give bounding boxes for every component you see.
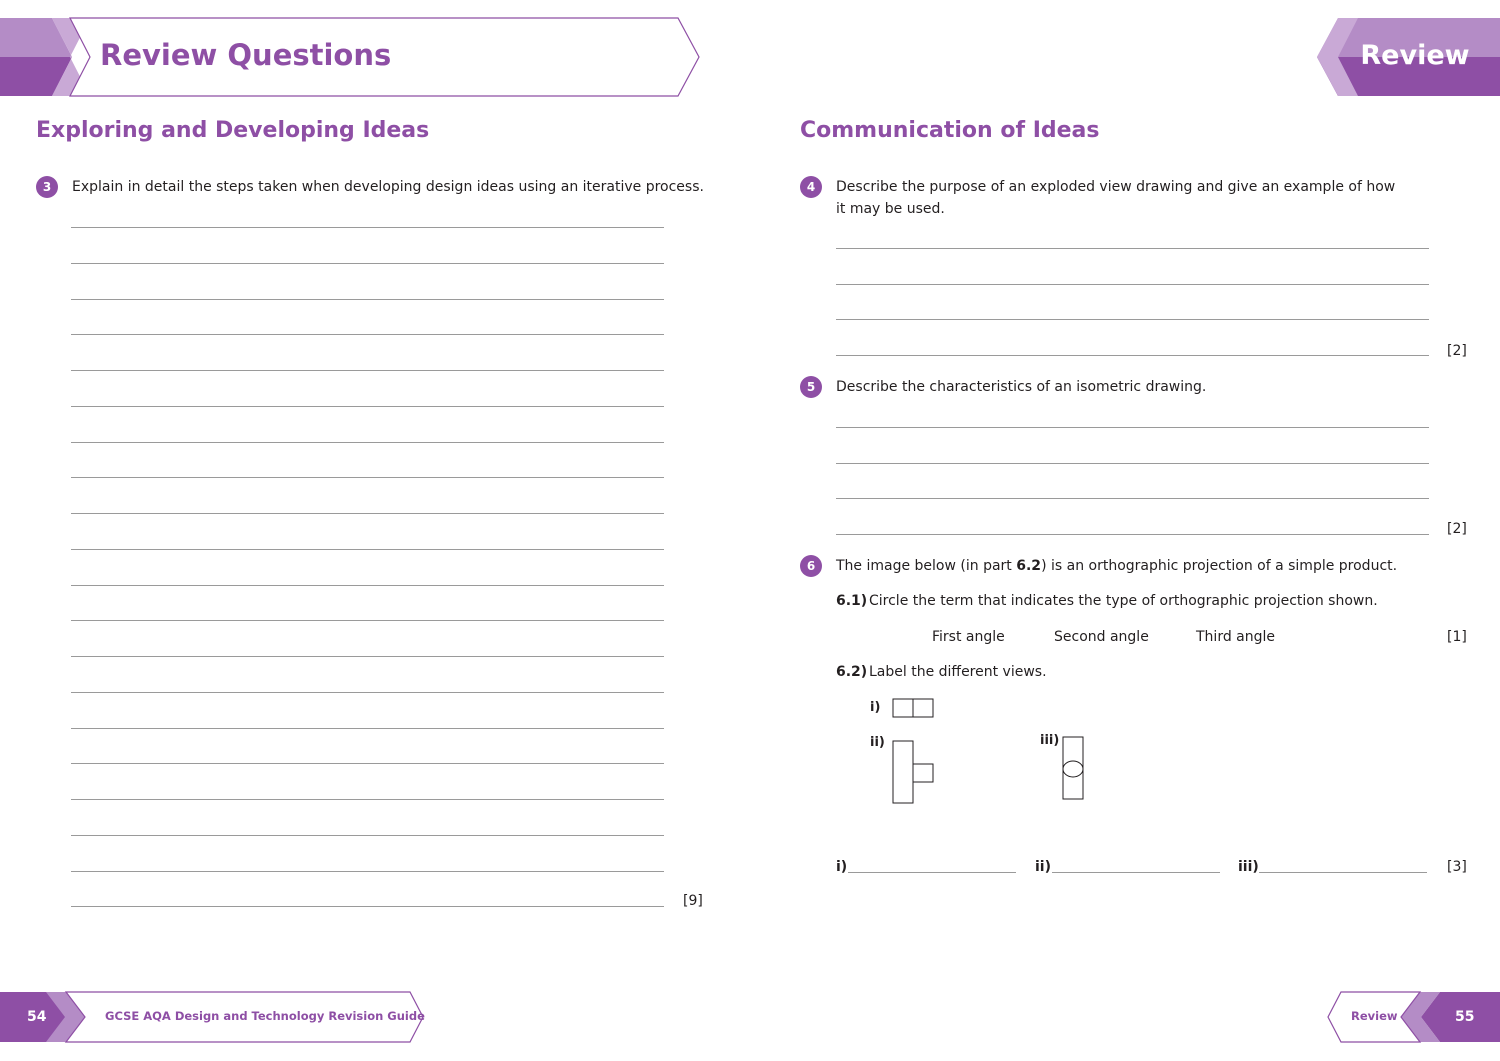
question-4-line2: it may be used. [836, 201, 945, 217]
footer-book-title: GCSE AQA Design and Technology Revision Guide [105, 1009, 425, 1023]
answer-line[interactable] [71, 799, 664, 800]
page-number-left: 54 [27, 1009, 47, 1025]
answer-line[interactable] [836, 355, 1429, 356]
answer-line[interactable] [71, 906, 664, 907]
part-6-1-label: 6.1) [836, 593, 868, 609]
view-label-iii: iii) [1040, 733, 1060, 748]
question-5-text: Describe the characteristics of an isometric drawing. [836, 379, 1207, 395]
answer-line[interactable] [71, 370, 664, 371]
footer-review-label: Review [1351, 1009, 1398, 1023]
answer-line[interactable] [71, 263, 664, 264]
question-3-text: Explain in detail the steps taken when developing design ideas using an iterative process. [72, 179, 704, 195]
answer-line[interactable] [71, 549, 664, 550]
q6-1-marks: [1] [1447, 629, 1467, 645]
answer-line-iii[interactable] [1259, 872, 1427, 873]
q4-marks: [2] [1447, 343, 1467, 359]
answer-line[interactable] [71, 334, 664, 335]
section-title-exploring: Exploring and Developing Ideas [36, 118, 430, 143]
answer-line-ii[interactable] [1052, 872, 1220, 873]
answer-line[interactable] [71, 656, 664, 657]
answer-line[interactable] [71, 227, 664, 228]
view-label-ii: ii) [870, 735, 885, 750]
answer-label-i: i) [836, 859, 848, 875]
question-number-4: 4 [800, 176, 822, 198]
answer-line[interactable] [836, 498, 1429, 499]
q6-2-marks: [3] [1447, 859, 1467, 875]
view-label-i: i) [870, 700, 881, 715]
question-number-5: 5 [800, 376, 822, 398]
answer-line[interactable] [71, 763, 664, 764]
answer-line[interactable] [71, 620, 664, 621]
answer-line[interactable] [71, 871, 664, 872]
part-6-1-text: Circle the term that indicates the type of orthographic projection shown. [869, 593, 1378, 609]
answer-line[interactable] [71, 728, 664, 729]
part-6-2-label: 6.2) [836, 664, 868, 680]
answer-line[interactable] [836, 319, 1429, 320]
question-number-6: 6 [800, 555, 822, 577]
answer-line[interactable] [71, 585, 664, 586]
answer-line[interactable] [836, 534, 1429, 535]
answer-line[interactable] [836, 284, 1429, 285]
answer-line[interactable] [71, 299, 664, 300]
answer-line[interactable] [836, 248, 1429, 249]
q5-marks: [2] [1447, 521, 1467, 537]
answer-line[interactable] [836, 463, 1429, 464]
section-title-communication: Communication of Ideas [800, 118, 1100, 143]
page-title: Review Questions [100, 38, 392, 72]
answer-line[interactable] [71, 692, 664, 693]
view-iii-circle [1063, 761, 1083, 777]
answer-line[interactable] [71, 477, 664, 478]
review-tab: Review [1360, 40, 1470, 71]
option-second-angle[interactable]: Second angle [1054, 629, 1149, 645]
answer-label-iii: iii) [1238, 859, 1259, 875]
view-iii-body [1063, 737, 1083, 799]
answer-line[interactable] [71, 835, 664, 836]
page-number-right: 55 [1455, 1009, 1475, 1025]
part-6-2-text: Label the different views. [869, 664, 1047, 680]
answer-label-ii: ii) [1035, 859, 1051, 875]
q3-marks: [9] [683, 893, 703, 909]
answer-line[interactable] [71, 406, 664, 407]
option-first-angle[interactable]: First angle [932, 629, 1005, 645]
answer-line[interactable] [71, 513, 664, 514]
view-ii-handle [913, 764, 933, 782]
orthographic-views-drawing [880, 690, 1100, 815]
question-6-text: The image below (in part 6.2) is an orthographic projection of a simple product. [836, 558, 1398, 574]
option-third-angle[interactable]: Third angle [1196, 629, 1276, 645]
view-ii-body [893, 741, 913, 803]
answer-line[interactable] [836, 427, 1429, 428]
answer-line[interactable] [71, 442, 664, 443]
answer-line-i[interactable] [848, 872, 1016, 873]
question-number-3: 3 [36, 176, 58, 198]
question-4-line1: Describe the purpose of an exploded view drawing and give an example of how [836, 179, 1396, 195]
